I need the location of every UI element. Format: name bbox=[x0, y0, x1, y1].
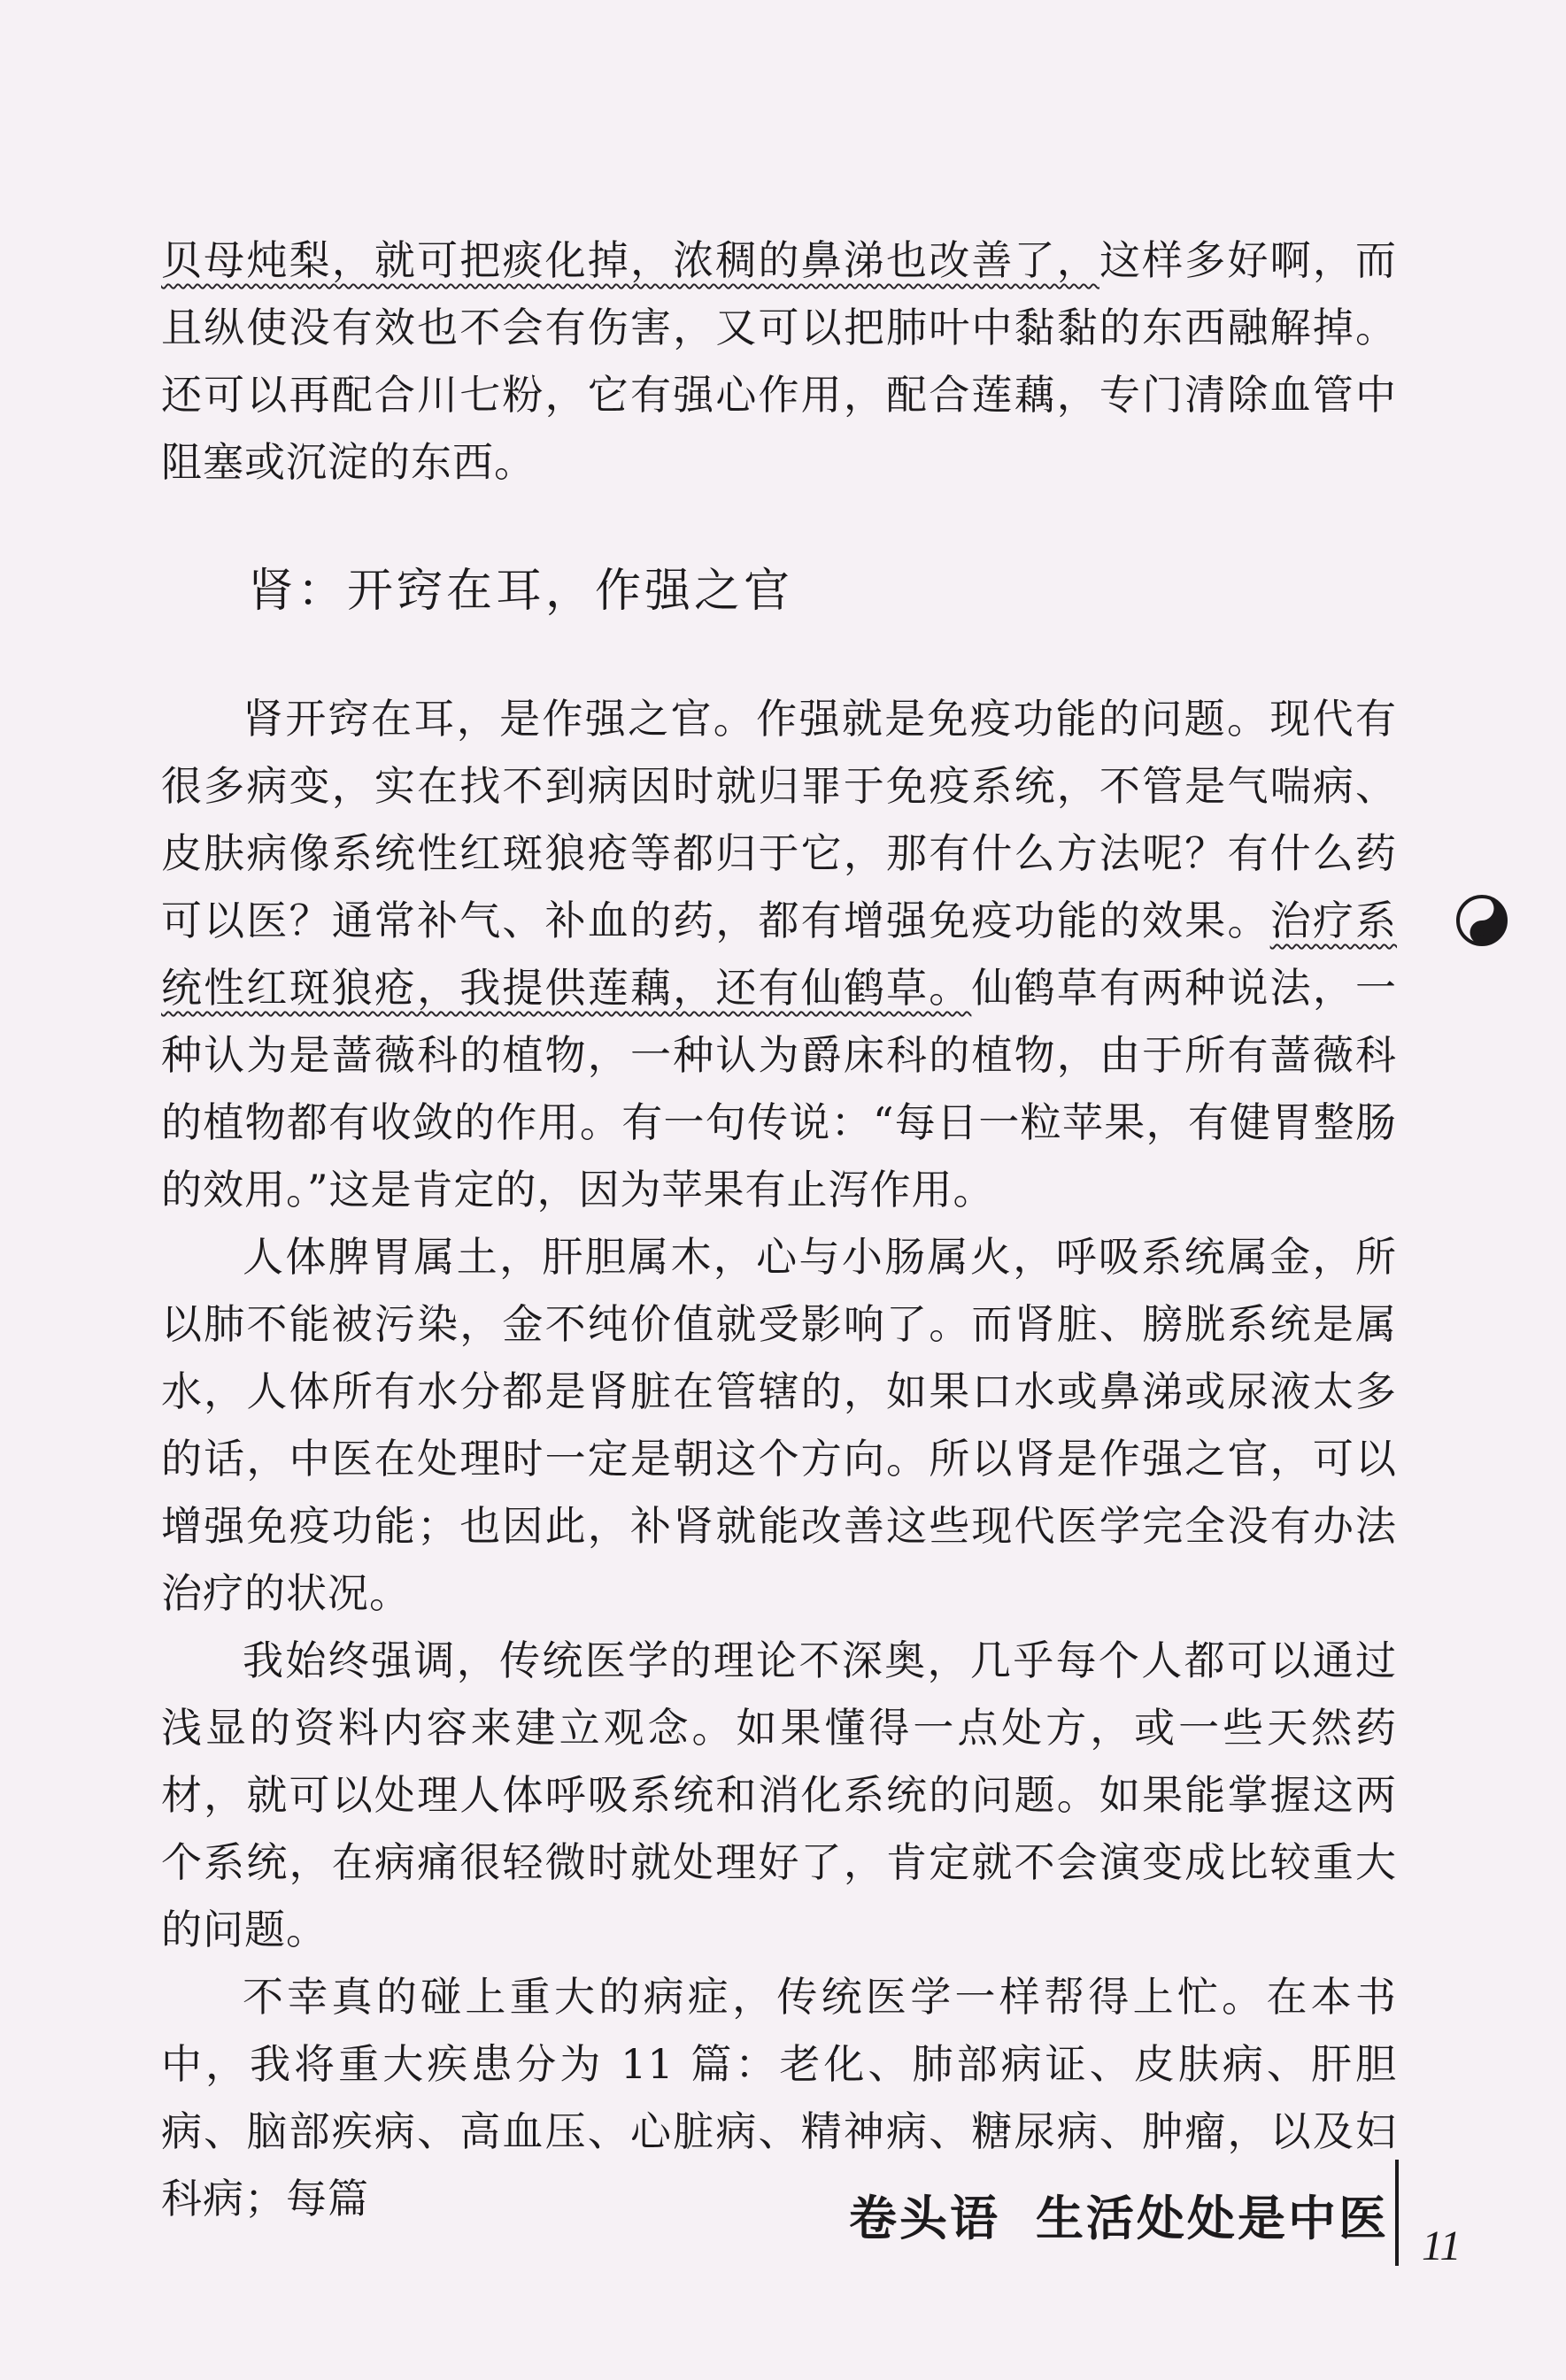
paragraph-rest: 这样多好啊，而且纵使没有效也不会有伤害，又可以把肺叶中黏黏的东西融解掉。还可以再配合川七粉，它有强心作用，配合莲藕，专门清除血管中阻塞或沉淀的东西。 bbox=[161, 236, 1398, 486]
section-heading: 肾：开窍在耳，作强之官 bbox=[248, 565, 794, 618]
paragraph-kidney-after: 仙鹤草有两种说法，一种认为是蔷薇科的植物，一种认为爵床科的植物，由于所有蔷薇科的植物都有收敛的作用。有一句传说：“每日一粒苹果，有健胃整肠的效用。”这是肯定的，因为苹果有止泻作用。 bbox=[161, 964, 1398, 1213]
footer-divider bbox=[1395, 2160, 1399, 2266]
paragraph-kidney bbox=[161, 685, 1397, 1223]
main-text bbox=[161, 685, 1397, 2232]
paragraph-elements: 人体脾胃属土，肝胆属木，心与小肠属火，呼吸系统属金，所以肺不能被污染，金不纯价值就受影响了。而肾脏、膀胱系统是属水，人体所有水分都是肾脏在管辖的，如果口水或鼻涕或尿液太多的话，中医在处理时一定是朝这个方向。所以肾是作强之官，可以增强免疫功能；也因此，补肾就能改善这些现代医学完全没有办法治疗的状况。 bbox=[161, 1233, 1397, 1617]
underlined-phrase: 贝母炖梨，就可把痰化掉，浓稠的鼻涕也改善了， bbox=[161, 236, 1099, 284]
paragraph-continued bbox=[161, 227, 1397, 496]
underlined-phrase: 治疗系统性红斑狼疮，我提供莲藕，还有仙鹤草。 bbox=[161, 897, 1398, 1012]
running-footer bbox=[849, 2181, 1389, 2249]
yin-yang-icon bbox=[1455, 894, 1508, 947]
footer-section: 卷头语 bbox=[849, 2190, 1000, 2246]
paragraph-diseases: 不幸真的碰上重大的病症，传统医学一样帮得上忙。在本书中，我将重大疾患分为 11 篇：老化、肺部病证、皮肤病、肝胆病、脑部疾病、高血压、心脏病、精神病、糖尿病、肿瘤，以及妇科病；每篇 bbox=[161, 1973, 1397, 2222]
footer-title: 生活处处是中医 bbox=[1036, 2190, 1389, 2246]
paragraph-kidney-before: 肾开窍在耳，是作强之官。作强就是免疫功能的问题。现代有很多病变，实在找不到病因时就归罪于免疫系统，不管是气喘病、皮肤病像系统性红斑狼疮等都归于它，那有什么方法呢？有什么药可以医？通常补气、补血的药，都有增强免疫功能的效果。 bbox=[161, 695, 1397, 944]
paragraph-theory: 我始终强调，传统医学的理论不深奥，几乎每个人都可以通过浅显的资料内容来建立观念。如果懂得一点处方，或一些天然药材，就可以处理人体呼吸系统和消化系统的问题。如果能掌握这两个系统，在病痛很轻微时就处理好了，肯定就不会演变成比较重大的问题。 bbox=[161, 1637, 1397, 1953]
page-number: 11 bbox=[1422, 2222, 1462, 2269]
